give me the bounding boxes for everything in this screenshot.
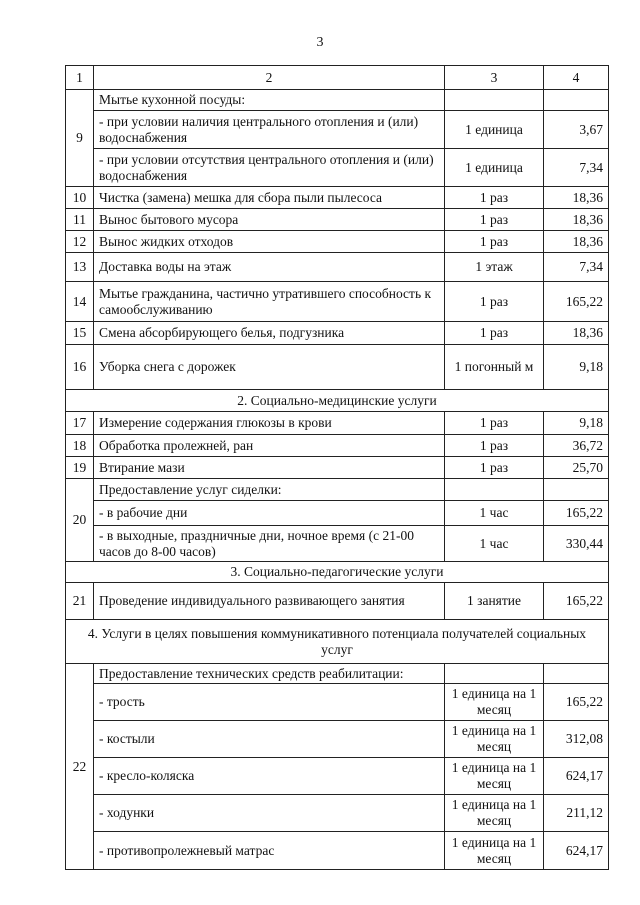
empty-cell [544,90,609,111]
row-number: 13 [66,253,94,282]
row-number: 20 [66,479,94,562]
row-unit: 1 раз [445,435,544,457]
table-row [66,583,609,620]
row-price: 312,08 [544,721,609,758]
row-service-name: - при условии наличия центрального отопления и (или) водоснабжения [94,111,445,149]
header-cell-number: 1 [66,66,94,90]
row-service-name: - в рабочие дни [94,501,445,526]
empty-cell [544,479,609,501]
row-unit: 1 раз [445,231,544,253]
row-service-name: Смена абсорбирующего белья, подгузника [94,322,445,345]
row-number: 17 [66,412,94,435]
row-number: 15 [66,322,94,345]
row-service-name: - противопролежневый матрас [94,832,445,870]
row-unit: 1 единица на 1 месяц [445,795,544,832]
row-number: 21 [66,583,94,620]
row-unit: 1 час [445,526,544,562]
section-title: 4. Услуги в целях повышения коммуникативного потенциала получателей социальных услуг [66,620,609,664]
section-title: 3. Социально-педагогические услуги [66,562,609,583]
row-number: 16 [66,345,94,390]
table-row [66,90,609,111]
empty-cell [445,90,544,111]
table-row [66,795,609,832]
table-row [66,149,609,187]
table-row [66,721,609,758]
row-price: 7,34 [544,253,609,282]
table-row [66,664,609,684]
row-number: 10 [66,187,94,209]
row-group-title: Мытье кухонной посуды: [94,90,445,111]
row-number: 19 [66,457,94,479]
row-group-title: Предоставление технических средств реабилитации: [94,664,445,684]
table-row [66,501,609,526]
header-cell-price: 4 [544,66,609,90]
row-price: 36,72 [544,435,609,457]
page-number: 3 [316,35,324,50]
table-row [66,758,609,795]
row-unit: 1 раз [445,412,544,435]
table-row [66,435,609,457]
section-title: 2. Социально-медицинские услуги [66,390,609,412]
row-unit: 1 единица на 1 месяц [445,832,544,870]
row-unit: 1 единица на 1 месяц [445,684,544,721]
section-row [66,620,609,664]
row-service-name: - при условии отсутствия центрального отопления и (или) водоснабжения [94,149,445,187]
row-price: 165,22 [544,501,609,526]
row-service-name: - в выходные, праздничные дни, ночное время (с 21-00 часов до 8-00 часов) [94,526,445,562]
header-cell-unit: 3 [445,66,544,90]
row-service-name: Измерение содержания глюкозы в крови [94,412,445,435]
row-price: 9,18 [544,412,609,435]
header-cell-name: 2 [94,66,445,90]
row-price: 330,44 [544,526,609,562]
row-unit: 1 единица на 1 месяц [445,721,544,758]
row-unit: 1 единица [445,149,544,187]
row-unit: 1 занятие [445,583,544,620]
row-unit: 1 раз [445,322,544,345]
row-unit: 1 час [445,501,544,526]
row-unit: 1 раз [445,187,544,209]
row-price: 9,18 [544,345,609,390]
table-row [66,322,609,345]
row-unit: 1 единица на 1 месяц [445,758,544,795]
table-row [66,111,609,149]
section-row [66,390,609,412]
row-number: 9 [66,90,94,187]
row-price: 25,70 [544,457,609,479]
table-row [66,832,609,870]
table-row [66,187,609,209]
table-row [66,457,609,479]
row-service-name: Доставка воды на этаж [94,253,445,282]
table-row [66,282,609,322]
table-row [66,209,609,231]
row-number: 12 [66,231,94,253]
row-price: 3,67 [544,111,609,149]
row-service-name: Уборка снега с дорожек [94,345,445,390]
table-row [66,412,609,435]
row-price: 165,22 [544,583,609,620]
services-table [65,65,609,870]
empty-cell [544,664,609,684]
row-unit: 1 погонный м [445,345,544,390]
row-service-name: Вынос жидких отходов [94,231,445,253]
row-unit: 1 единица [445,111,544,149]
table-row [66,479,609,501]
row-price: 211,12 [544,795,609,832]
table-row [66,526,609,562]
row-price: 18,36 [544,231,609,253]
row-number: 11 [66,209,94,231]
empty-cell [445,479,544,501]
empty-cell [445,664,544,684]
row-price: 7,34 [544,149,609,187]
row-price: 18,36 [544,209,609,231]
row-price: 624,17 [544,832,609,870]
row-service-name: Обработка пролежней, ран [94,435,445,457]
row-price: 18,36 [544,187,609,209]
row-price: 165,22 [544,684,609,721]
row-number: 18 [66,435,94,457]
table-row [66,253,609,282]
row-service-name: - костыли [94,721,445,758]
row-service-name: Втирание мази [94,457,445,479]
row-unit: 1 этаж [445,253,544,282]
row-service-name: Проведение индивидуального развивающего занятия [94,583,445,620]
section-row [66,562,609,583]
row-unit: 1 раз [445,209,544,231]
row-service-name: Мытье гражданина, частично утратившего способность к самообслуживанию [94,282,445,322]
row-group-title: Предоставление услуг сиделки: [94,479,445,501]
row-service-name: Вынос бытового мусора [94,209,445,231]
table-row [66,231,609,253]
row-service-name: - ходунки [94,795,445,832]
row-unit: 1 раз [445,457,544,479]
row-price: 18,36 [544,322,609,345]
row-price: 624,17 [544,758,609,795]
row-service-name: - кресло-коляска [94,758,445,795]
row-service-name: - трость [94,684,445,721]
table-row [66,345,609,390]
table-row [66,684,609,721]
row-number: 22 [66,664,94,870]
row-price: 165,22 [544,282,609,322]
row-unit: 1 раз [445,282,544,322]
table-header-row [66,66,609,90]
row-number: 14 [66,282,94,322]
row-service-name: Чистка (замена) мешка для сбора пыли пылесоса [94,187,445,209]
